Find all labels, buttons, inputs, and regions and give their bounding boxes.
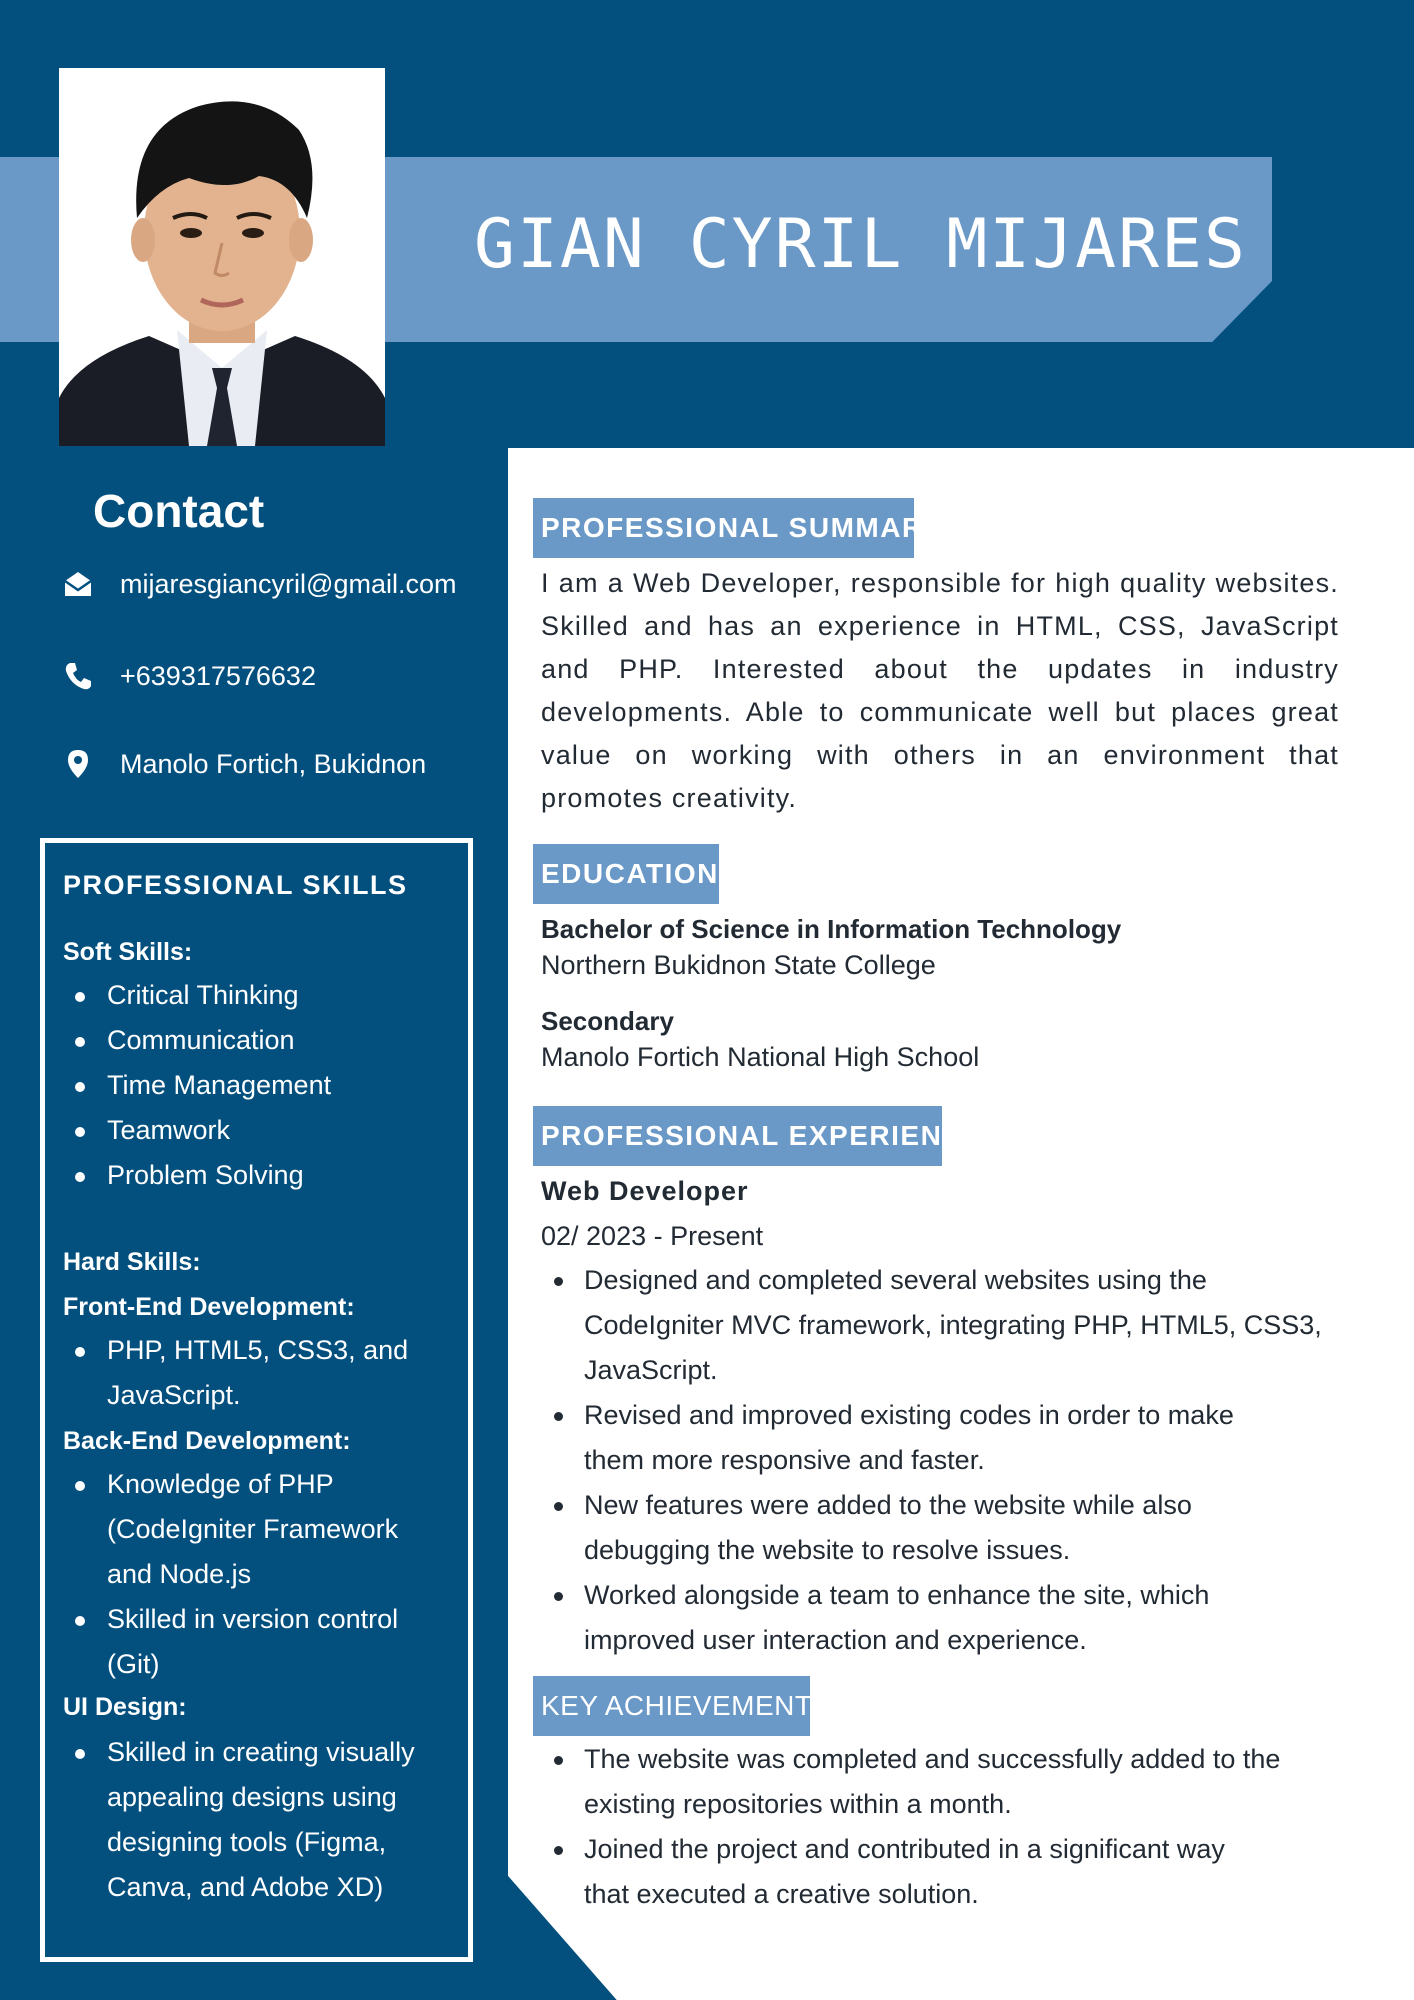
experience-line: Designed and completed several websites using the bbox=[584, 1265, 1207, 1295]
frontend-label: Front-End Development: bbox=[63, 1293, 355, 1321]
ui-design-label: UI Design: bbox=[63, 1693, 187, 1721]
contact-phone[interactable] bbox=[62, 660, 316, 692]
bullet bbox=[75, 1481, 85, 1491]
location-value: Manolo Fortich, Bukidnon bbox=[120, 748, 427, 779]
bullet bbox=[554, 1277, 563, 1286]
secondary-label: Secondary bbox=[541, 1006, 674, 1036]
achievement-line: that executed a creative solution. bbox=[584, 1879, 979, 1909]
bullet bbox=[554, 1412, 563, 1421]
experience-line: them more responsive and faster. bbox=[584, 1445, 985, 1475]
bullet bbox=[75, 1347, 85, 1357]
ui-design-line: Canva, and Adobe XD) bbox=[107, 1872, 384, 1902]
bullet bbox=[75, 992, 85, 1002]
email-value: mijaresgiancyril@gmail.com bbox=[120, 568, 457, 599]
backend-line: (CodeIgniter Framework bbox=[107, 1514, 399, 1544]
contact-heading: Contact bbox=[93, 485, 265, 537]
experience-line: Revised and improved existing codes in order to make bbox=[584, 1400, 1234, 1430]
education-heading: EDUCATION bbox=[533, 844, 719, 904]
skills-heading: PROFESSIONAL SKILLS bbox=[63, 870, 408, 900]
backend-line: Skilled in version control bbox=[107, 1604, 399, 1634]
frontend-line: JavaScript. bbox=[107, 1380, 241, 1410]
experience-line: JavaScript. bbox=[584, 1355, 718, 1385]
soft-skill-item: Critical Thinking bbox=[107, 980, 299, 1010]
achievements-heading: KEY ACHIEVEMENTS bbox=[533, 1676, 810, 1736]
bullet bbox=[554, 1756, 563, 1765]
soft-skill-item: Problem Solving bbox=[107, 1160, 304, 1190]
bullet bbox=[75, 1616, 85, 1626]
bullet bbox=[75, 1037, 85, 1047]
backend-label: Back-End Development: bbox=[63, 1427, 351, 1455]
phone-value: +639317576632 bbox=[120, 660, 316, 691]
backend-line: and Node.js bbox=[107, 1559, 252, 1589]
bullet bbox=[554, 1502, 563, 1511]
soft-skill-item: Time Management bbox=[107, 1070, 332, 1100]
frontend-line: PHP, HTML5, CSS3, and bbox=[107, 1335, 409, 1365]
degree-title: Bachelor of Science in Information Technology bbox=[541, 914, 1122, 944]
envelope-icon bbox=[62, 568, 94, 600]
contact-location bbox=[62, 748, 426, 780]
high-school-name: Manolo Fortich National High School bbox=[541, 1042, 980, 1072]
bullet bbox=[554, 1592, 563, 1601]
bullet bbox=[554, 1846, 563, 1855]
experience-heading: PROFESSIONAL EXPERIENCE bbox=[533, 1106, 942, 1166]
experience-line: Worked alongside a team to enhance the site, which bbox=[584, 1580, 1210, 1610]
contact-email[interactable] bbox=[62, 568, 457, 600]
candidate-name: GIAN CYRIL MIJARES bbox=[474, 205, 1247, 284]
bullet bbox=[75, 1127, 85, 1137]
backend-line: (Git) bbox=[107, 1649, 160, 1679]
job-role: Web Developer bbox=[541, 1176, 749, 1206]
summary-heading: PROFESSIONAL SUMMARY bbox=[533, 498, 914, 558]
experience-line: improved user interaction and experience. bbox=[584, 1625, 1087, 1655]
profile-photo bbox=[59, 68, 385, 446]
soft-skill-item: Teamwork bbox=[107, 1115, 231, 1145]
soft-skill-item: Communication bbox=[107, 1025, 295, 1055]
hard-skills-label: Hard Skills: bbox=[63, 1248, 201, 1276]
bullet bbox=[75, 1172, 85, 1182]
phone-icon bbox=[62, 660, 94, 692]
experience-line: debugging the website to resolve issues. bbox=[584, 1535, 1071, 1565]
experience-line: CodeIgniter MVC framework, integrating PHP, HTML5, CSS3, bbox=[584, 1310, 1322, 1340]
portrait-illustration bbox=[59, 68, 385, 446]
bullet bbox=[75, 1082, 85, 1092]
ui-design-line: appealing designs using bbox=[107, 1782, 397, 1812]
achievement-line: The website was completed and successfully added to the bbox=[584, 1744, 1281, 1774]
job-period: 02/ 2023 - Present bbox=[541, 1221, 764, 1251]
map-pin-icon bbox=[62, 748, 94, 780]
ui-design-line: Skilled in creating visually bbox=[107, 1737, 415, 1767]
soft-skills-label: Soft Skills: bbox=[63, 938, 193, 966]
ui-design-line: designing tools (Figma, bbox=[107, 1827, 387, 1857]
summary-text: I am a Web Developer, responsible for high quality websites. Skilled and has an experience in HTML, CSS, JavaScript and PHP. Interested about the updates in industry developments. Able to communicate well but places great value on working with others in an environment that promotes creativity. bbox=[541, 568, 1339, 813]
achievement-line: Joined the project and contributed in a significant way bbox=[584, 1834, 1225, 1864]
backend-line: Knowledge of PHP bbox=[107, 1469, 334, 1499]
college-name: Northern Bukidnon State College bbox=[541, 950, 936, 980]
achievement-line: existing repositories within a month. bbox=[584, 1789, 1012, 1819]
experience-line: New features were added to the website while also bbox=[584, 1490, 1192, 1520]
bullet bbox=[75, 1749, 85, 1759]
